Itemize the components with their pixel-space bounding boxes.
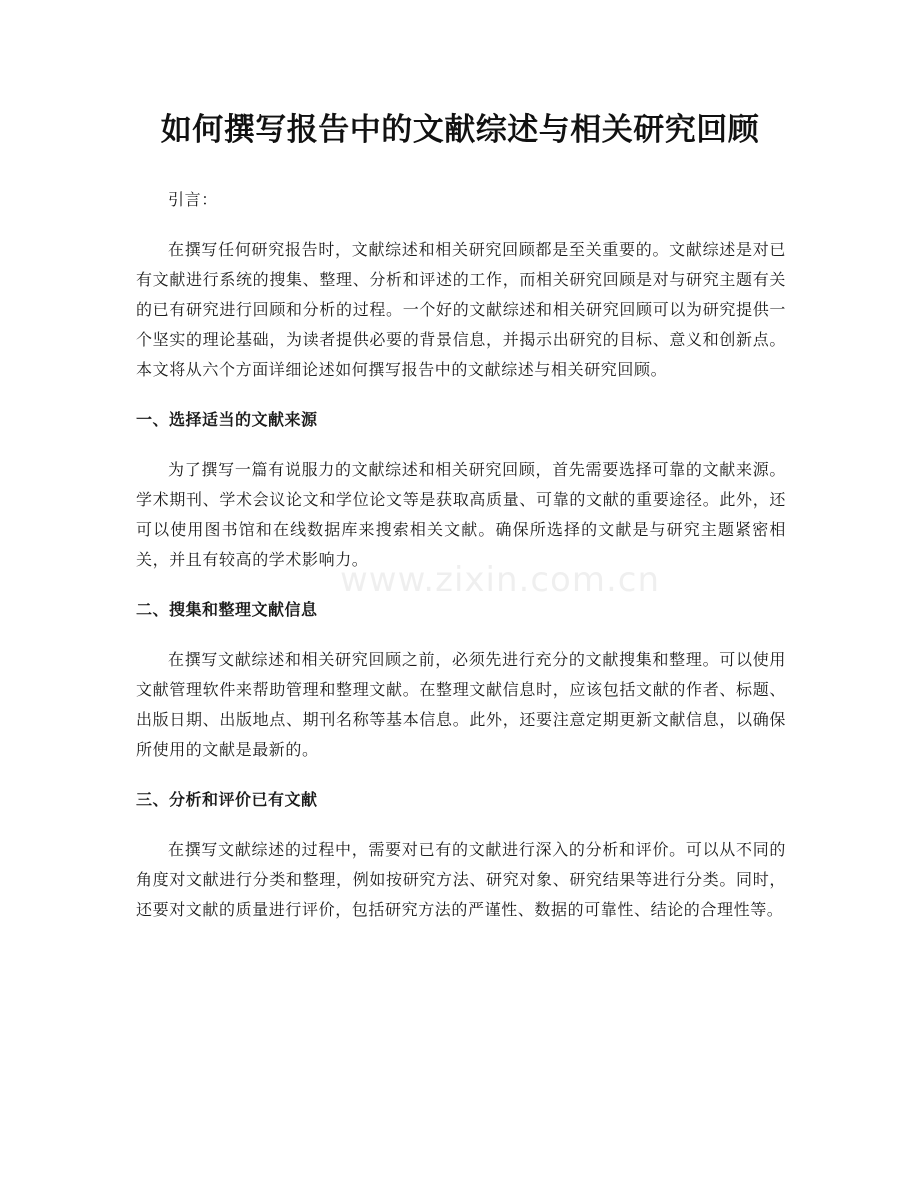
section-heading-2: 二、搜集和整理文献信息	[136, 600, 318, 619]
section-paragraph-2: 在撰写文献综述和相关研究回顾之前，必须先进行充分的文献搜集和整理。可以使用文献管理软件来帮助管理和整理文献。在整理文献信息时，应该包括文献的作者、标题、出版日期、出版地点、期刊名称等基本信息。此外，还要注意定期更新文献信息，以确保所使用的文献是最新的。	[136, 650, 786, 759]
section-paragraph-3: 在撰写文献综述的过程中，需要对已有的文献进行深入的分析和评价。可以从不同的角度对文献进行分类和整理，例如按研究方法、研究对象、研究结果等进行分类。同时，还要对文献的质量进行评价，包括研究方法的严谨性、数据的可靠性、结论的合理性等。	[136, 840, 786, 919]
intro-paragraph: 在撰写任何研究报告时，文献综述和相关研究回顾都是至关重要的。文献综述是对已有文献进行系统的搜集、整理、分析和评述的工作，而相关研究回顾是对与研究主题有关的已有研究进行回顾和分析的过程。一个好的文献综述和相关研究回顾可以为研究提供一个坚实的理论基础，为读者提供必要的背景信息，并揭示出研究的目标、意义和创新点。本文将从六个方面详细论述如何撰写报告中的文献综述与相关研究回顾。	[136, 240, 786, 379]
intro-label: 引言：	[168, 190, 218, 209]
watermark: www.zixin.com.cn	[340, 560, 660, 600]
document-body	[136, 185, 786, 925]
section-paragraph-1: 为了撰写一篇有说服力的文献综述和相关研究回顾，首先需要选择可靠的文献来源。学术期刊、学术会议论文和学位论文等是获取高质量、可靠的文献的重要途径。此外，还可以使用图书馆和在线数据库来搜索相关文献。确保所选择的文献是与研究主题紧密相关，并且有较高的学术影响力。	[136, 460, 786, 569]
document-title: 如何撰写报告中的文献综述与相关研究回顾	[160, 112, 760, 148]
section-heading-1: 一、选择适当的文献来源	[136, 410, 318, 429]
section-heading-3: 三、分析和评价已有文献	[136, 790, 318, 809]
